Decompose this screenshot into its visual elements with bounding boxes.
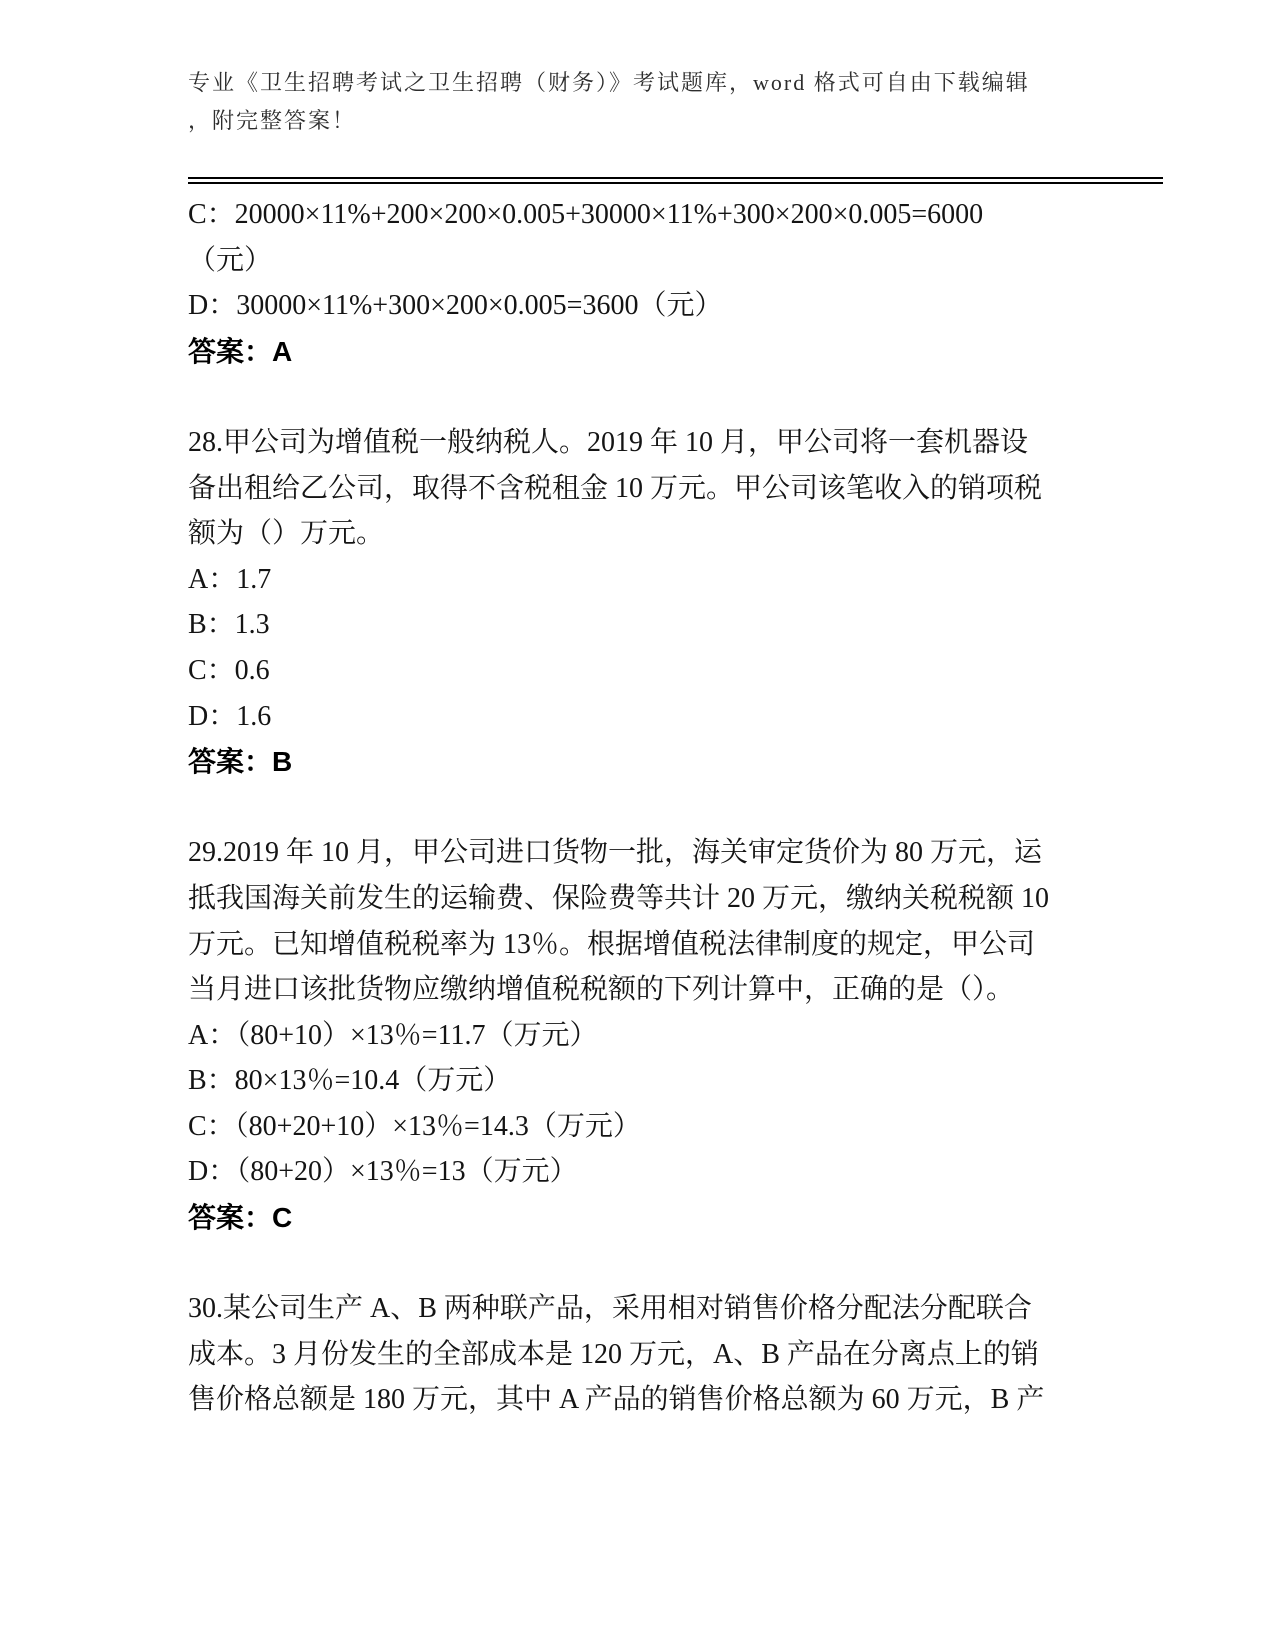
header-divider xyxy=(188,177,1163,184)
page-header xyxy=(188,64,1118,140)
question-28 xyxy=(188,420,1138,785)
header-line-1: 专业《卫生招聘考试之卫生招聘（财务）》考试题库，word 格式可自由下载编辑 xyxy=(188,70,1030,95)
question-stem-line: 抵我国海关前发生的运输费、保险费等共计 20 万元，缴纳关税税额 10 xyxy=(188,882,1050,914)
question-stem-line: 当月进口该批货物应缴纳增值税税额的下列计算中，正确的是（）。 xyxy=(188,974,1015,1006)
question-stem-line: 额为（）万元。 xyxy=(188,518,385,550)
option-d: D：（80+20）×13％=13（万元） xyxy=(188,1156,578,1188)
option-c-line-2: （元） xyxy=(188,244,273,276)
option-c: C：（80+20+10）×13％=14.3（万元） xyxy=(188,1110,641,1142)
option-d: D：30000×11%+300×200×0.005=3600（元） xyxy=(188,290,723,322)
answer-line: 答案：A xyxy=(188,335,293,367)
question-stem-line: 备出租给乙公司，取得不含税租金 10 万元。甲公司该笔收入的销项税 xyxy=(188,472,1043,504)
option-a: A：（80+10）×13％=11.7（万元） xyxy=(188,1019,598,1051)
question-stem-line: 售价格总额是 180 万元，其中 A 产品的销售价格总额为 60 万元，B 产 xyxy=(188,1384,1045,1416)
question-stem-line: 30.某公司生产 A、B 两种联产品，采用相对销售价格分配法分配联合 xyxy=(188,1293,1032,1325)
question-stem-line: 29.2019 年 10 月，甲公司进口货物一批，海关审定货价为 80 万元，运 xyxy=(188,837,1043,869)
question-30 xyxy=(188,1286,1138,1423)
answer-line: 答案：C xyxy=(188,1202,293,1234)
option-b: B：1.3 xyxy=(188,609,270,641)
option-c-line-1: C：20000×11%+200×200×0.005+30000×11%+300×200×0.005=6000 xyxy=(188,199,984,230)
question-stem-line: 成本。3 月份发生的全部成本是 120 万元，A、B 产品在分离点上的销 xyxy=(188,1338,1039,1370)
question-27-options xyxy=(188,192,1138,374)
answer-line: 答案：B xyxy=(188,746,293,778)
option-d: D：1.6 xyxy=(188,700,272,732)
question-stem-line: 28.甲公司为增值税一般纳税人。2019 年 10 月，甲公司将一套机器设 xyxy=(188,426,1029,458)
option-b: B：80×13％=10.4（万元） xyxy=(188,1065,512,1097)
option-a: A：1.7 xyxy=(188,563,272,595)
question-29 xyxy=(188,830,1138,1240)
header-line-2: ，附完整答案！ xyxy=(188,108,357,133)
option-c: C：0.6 xyxy=(188,654,270,686)
question-stem-line: 万元。已知增值税税率为 13％。根据增值税法律制度的规定，甲公司 xyxy=(188,928,1036,960)
document-body xyxy=(188,192,1138,1423)
